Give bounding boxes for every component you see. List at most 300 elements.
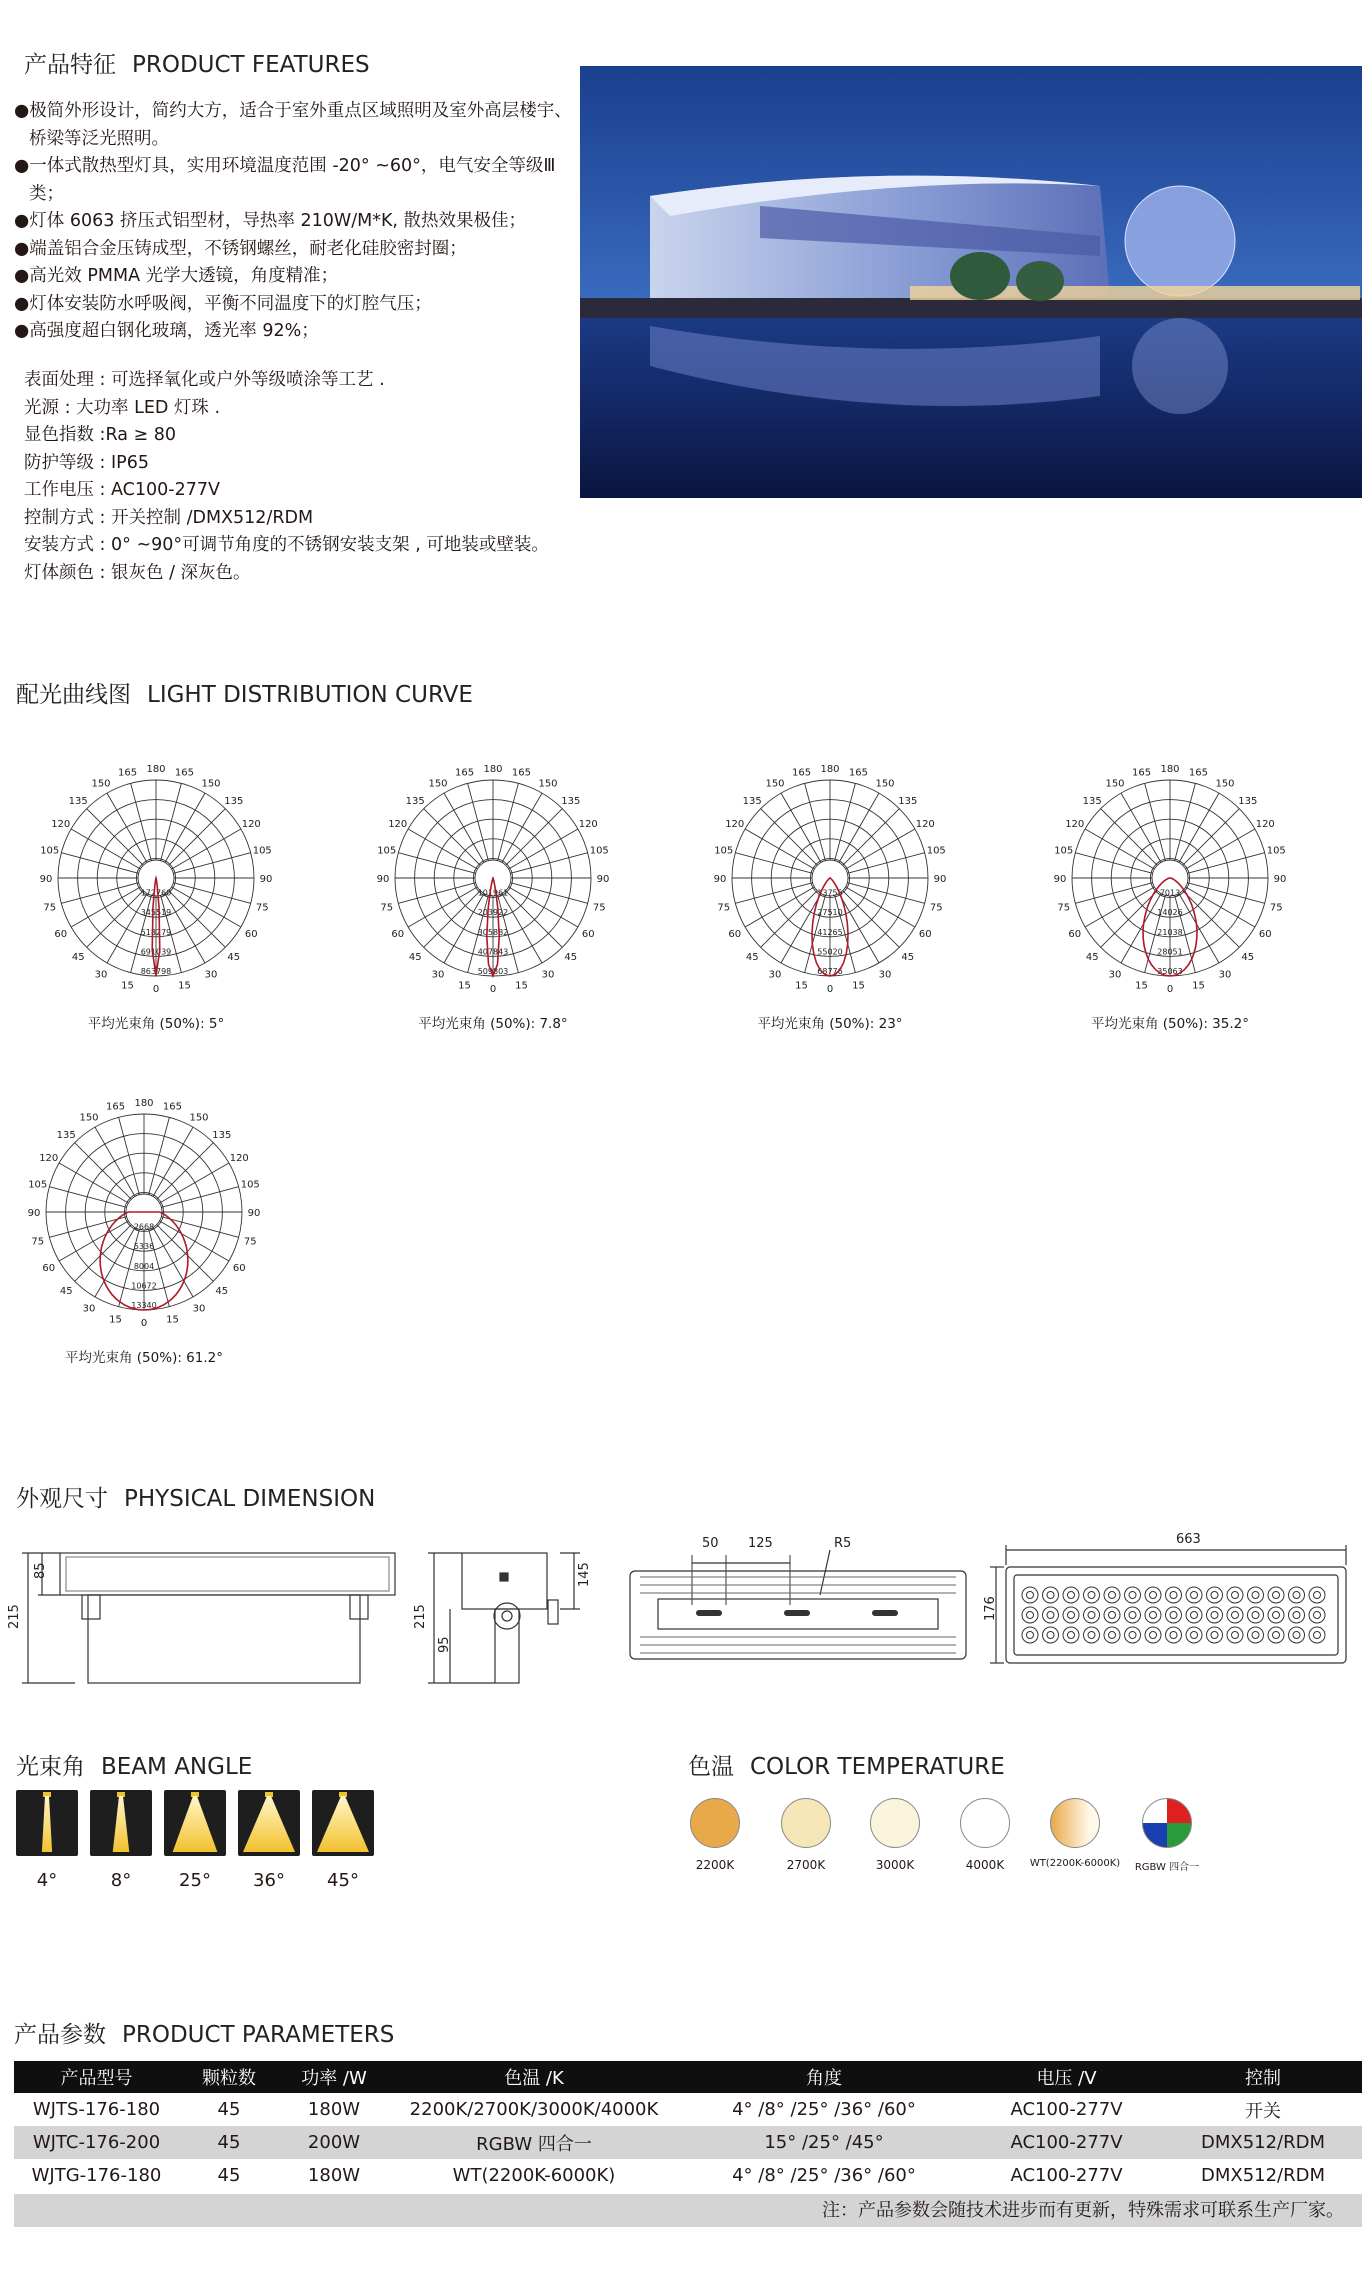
led-lens-inner bbox=[1293, 1612, 1300, 1619]
polar-spoke bbox=[87, 891, 144, 948]
led-lens bbox=[1186, 1627, 1202, 1643]
led-lens bbox=[1063, 1587, 1079, 1603]
beam-angle-caption: 平均光束角 (50%): 5° bbox=[87, 1016, 225, 1032]
polar-angle-label: 15 bbox=[852, 980, 865, 992]
led-lens bbox=[1207, 1587, 1223, 1603]
polar-spoke bbox=[157, 1143, 214, 1200]
led-lens-inner bbox=[1027, 1592, 1034, 1599]
polar-angle-label: 165 bbox=[1131, 767, 1152, 779]
polar-angle-label: 60 bbox=[1068, 929, 1082, 940]
polar-chart bbox=[24, 1080, 264, 1370]
polar-angle-label: 150 bbox=[201, 778, 221, 790]
table-cell: 180W bbox=[307, 2099, 361, 2120]
polar-angle-label: 150 bbox=[538, 778, 558, 790]
table-header-row bbox=[14, 2061, 1362, 2093]
led-lens-inner bbox=[1150, 1632, 1157, 1639]
dimension-drawing bbox=[0, 1525, 1362, 1685]
polar-chart bbox=[1050, 746, 1290, 1036]
led-lens bbox=[1268, 1607, 1284, 1623]
polar-angle-label: 0 bbox=[826, 984, 834, 995]
spec-item: 安装方式 : 0° ~90°可调节角度的不锈钢安装支架 , 可地装或壁装。 bbox=[24, 535, 549, 555]
polar-spoke bbox=[847, 853, 924, 874]
polar-angle-label: 105 bbox=[252, 845, 272, 857]
polar-spoke bbox=[1187, 853, 1264, 874]
feature-item: ●灯体 6063 挤压式铝型材，导热率 210W/M*K, 散热效果极佳； bbox=[14, 211, 527, 231]
polar-angle-label: 90 bbox=[376, 874, 390, 885]
polar-angle-label: 105 bbox=[1266, 845, 1286, 857]
table-cell: AC100-277V bbox=[1010, 2165, 1123, 2186]
led-lens bbox=[1125, 1587, 1141, 1603]
polar-angle-label: 90 bbox=[27, 1208, 41, 1219]
spec-item: 光源 : 大功率 LED 灯珠 . bbox=[24, 397, 221, 418]
polar-value-label: 2668 bbox=[133, 1222, 155, 1232]
polar-angle-label: 30 bbox=[431, 969, 445, 981]
led-lens bbox=[1248, 1627, 1264, 1643]
table-header: 产品型号 bbox=[14, 2061, 179, 2093]
polar-angle-label: 105 bbox=[1054, 845, 1074, 857]
polar-angle-label: 165 bbox=[454, 767, 475, 779]
led-lens-inner bbox=[1252, 1612, 1259, 1619]
led-lens-inner bbox=[1027, 1612, 1034, 1619]
spec-item: 控制方式 : 开关控制 /DMX512/RDM bbox=[24, 507, 314, 528]
polar-spoke bbox=[75, 1225, 132, 1282]
led-lens-inner bbox=[1191, 1592, 1198, 1599]
color-swatch-label: 4000K bbox=[965, 1858, 1005, 1872]
polar-spoke bbox=[49, 1187, 126, 1208]
polar-value-label: 101961 bbox=[477, 888, 509, 898]
led-lens bbox=[1043, 1607, 1059, 1623]
hero-building-image bbox=[580, 66, 1362, 498]
polar-value-label: 407843 bbox=[477, 947, 509, 957]
table-cell: 45 bbox=[179, 2126, 279, 2159]
polar-spoke bbox=[161, 783, 182, 860]
beam-cone bbox=[173, 1796, 218, 1852]
led-lens-inner bbox=[1088, 1612, 1095, 1619]
polar-spoke bbox=[424, 809, 481, 866]
table-header: 角度 bbox=[679, 2061, 969, 2093]
led-lens bbox=[1289, 1627, 1305, 1643]
polar-spoke bbox=[49, 1217, 126, 1238]
led-lens-inner bbox=[1068, 1632, 1075, 1639]
polar-angle-label: 30 bbox=[1218, 969, 1232, 981]
polar-angle-label: 135 bbox=[68, 796, 88, 808]
polar-angle-label: 165 bbox=[1188, 767, 1209, 779]
spec-item: 表面处理 : 可选择氧化或户外等级喷涂等工艺 . bbox=[24, 370, 385, 390]
polar-spoke bbox=[843, 891, 900, 948]
color-swatch-4000k bbox=[960, 1798, 1010, 1848]
color-swatch-3000k bbox=[870, 1798, 920, 1848]
color-swatch-2700k bbox=[781, 1798, 831, 1848]
polar-value-label: 55020 bbox=[817, 947, 843, 957]
table-cell: DMX512/RDM bbox=[1200, 2165, 1326, 2186]
led-lens bbox=[1125, 1627, 1141, 1643]
polar-spoke bbox=[498, 783, 519, 860]
led-lens-inner bbox=[1027, 1632, 1034, 1639]
feature-item: ●极简外形设计，简约大方，适合于室外重点区域照明及室外高层楼宇、桥梁等泛光照明。 bbox=[14, 101, 572, 149]
polar-value-label: 5336 bbox=[133, 1242, 155, 1252]
polar-svg bbox=[373, 746, 613, 1016]
polar-angle-label: 15 bbox=[166, 1314, 179, 1326]
polar-angle-label: 135 bbox=[224, 796, 244, 808]
led-lens bbox=[1043, 1587, 1059, 1603]
color-swatch-2200k bbox=[690, 1798, 740, 1848]
polar-chart bbox=[36, 746, 276, 1036]
polar-angle-label: 45 bbox=[745, 951, 759, 963]
led-lens-inner bbox=[1273, 1632, 1280, 1639]
polar-spoke bbox=[75, 1143, 132, 1200]
polar-spoke bbox=[847, 883, 924, 904]
polar-angle-label: 60 bbox=[728, 929, 742, 940]
polar-angle-label: 150 bbox=[79, 1112, 99, 1124]
table-cell: 开关 bbox=[1245, 2100, 1281, 2122]
polar-spoke bbox=[1101, 809, 1158, 866]
polar-angle-label: 45 bbox=[1241, 951, 1255, 963]
beam-angle-label: 36° bbox=[253, 1870, 285, 1891]
led-lens-inner bbox=[1273, 1612, 1280, 1619]
polar-spoke bbox=[510, 883, 587, 904]
polar-spoke bbox=[1075, 853, 1152, 874]
led-lens bbox=[1289, 1607, 1305, 1623]
led-lens bbox=[1309, 1627, 1325, 1643]
dim-label: 125 bbox=[748, 1536, 773, 1551]
beam-angle-icon bbox=[312, 1790, 374, 1856]
polar-angle-label: 45 bbox=[564, 951, 578, 963]
spec-item: 显色指数 :Ra ≥ 80 bbox=[24, 425, 177, 445]
polar-angle-label: 150 bbox=[189, 1112, 209, 1124]
led-lens-inner bbox=[1068, 1592, 1075, 1599]
beam-cone bbox=[42, 1796, 52, 1852]
color-swatch-label: 3000K bbox=[875, 1858, 915, 1872]
led-lens bbox=[1289, 1587, 1305, 1603]
polar-angle-label: 30 bbox=[1108, 969, 1122, 981]
led-lens-inner bbox=[1150, 1612, 1157, 1619]
led-lens bbox=[1063, 1627, 1079, 1643]
polar-angle-label: 30 bbox=[94, 969, 108, 981]
table-cell: RGBW 四合一 bbox=[389, 2126, 679, 2159]
led-lens bbox=[1022, 1627, 1038, 1643]
polar-chart bbox=[710, 746, 950, 1036]
polar-spoke bbox=[169, 891, 226, 948]
polar-angle-label: 165 bbox=[105, 1101, 126, 1113]
polar-spoke bbox=[1175, 783, 1196, 860]
polar-angle-label: 15 bbox=[1135, 980, 1148, 992]
led-lens-inner bbox=[1129, 1632, 1136, 1639]
polar-angle-label: 105 bbox=[40, 845, 60, 857]
polar-angle-label: 0 bbox=[140, 1318, 148, 1329]
led-lens bbox=[1145, 1587, 1161, 1603]
table-header: 色温 /K bbox=[389, 2061, 679, 2093]
led-lens bbox=[1207, 1627, 1223, 1643]
dim-label: 215 bbox=[413, 1604, 428, 1629]
polar-angle-label: 135 bbox=[405, 796, 425, 808]
polar-angle-label: 60 bbox=[918, 929, 932, 940]
polar-angle-label: 135 bbox=[561, 796, 581, 808]
led-lens-inner bbox=[1232, 1632, 1239, 1639]
table-cell: WJTG-176-180 bbox=[31, 2165, 162, 2186]
curve-title: 配光曲线图 LIGHT DISTRIBUTION CURVE bbox=[16, 682, 473, 708]
beam-angle-icon bbox=[164, 1790, 226, 1856]
led-lens bbox=[1022, 1607, 1038, 1623]
table-header: 功率 /W bbox=[279, 2061, 389, 2093]
polar-spoke bbox=[1145, 783, 1166, 860]
polar-angle-label: 165 bbox=[848, 767, 869, 779]
polar-value-label: 68776 bbox=[817, 967, 843, 976]
led-lens-inner bbox=[1047, 1612, 1054, 1619]
polar-angle-label: 120 bbox=[241, 819, 261, 830]
led-lens bbox=[1104, 1627, 1120, 1643]
led-lens bbox=[1043, 1627, 1059, 1643]
color-swatch-label: 2700K bbox=[786, 1858, 826, 1872]
polar-angle-label: 30 bbox=[541, 969, 555, 981]
polar-angle-label: 30 bbox=[878, 969, 892, 981]
led-lens bbox=[1145, 1627, 1161, 1643]
polar-spoke bbox=[1075, 883, 1152, 904]
polar-spoke bbox=[468, 783, 489, 860]
polar-angle-label: 75 bbox=[43, 902, 57, 914]
led-lens-inner bbox=[1129, 1612, 1136, 1619]
polar-angle-label: 135 bbox=[1082, 796, 1102, 808]
led-lens-inner bbox=[1314, 1592, 1321, 1599]
led-lens-inner bbox=[1150, 1592, 1157, 1599]
polar-angle-label: 180 bbox=[146, 764, 166, 775]
polar-angle-label: 135 bbox=[898, 796, 918, 808]
polar-spoke bbox=[87, 809, 144, 866]
polar-spoke bbox=[424, 891, 481, 948]
polar-spoke bbox=[735, 853, 812, 874]
polar-angle-label: 150 bbox=[428, 778, 448, 790]
polar-angle-label: 60 bbox=[244, 929, 258, 940]
dim-label: 95 bbox=[437, 1636, 452, 1653]
led-lens bbox=[1268, 1587, 1284, 1603]
polar-spoke bbox=[1187, 883, 1264, 904]
polar-value-label: 35063 bbox=[1157, 967, 1183, 976]
polar-angle-label: 90 bbox=[596, 874, 610, 885]
polar-spoke bbox=[1183, 809, 1240, 866]
feature-list bbox=[14, 98, 574, 346]
polar-angle-label: 75 bbox=[592, 902, 606, 914]
table-cell: DMX512/RDM bbox=[1164, 2126, 1362, 2159]
polar-angle-label: 90 bbox=[1053, 874, 1067, 885]
polar-angle-label: 30 bbox=[82, 1303, 96, 1315]
polar-value-label: 518279 bbox=[140, 927, 172, 937]
beam-angle-icon bbox=[90, 1790, 152, 1856]
table-header: 颗粒数 bbox=[179, 2061, 279, 2093]
polar-spoke bbox=[1101, 891, 1158, 948]
polar-angle-label: 180 bbox=[134, 1098, 154, 1109]
polar-angle-label: 75 bbox=[380, 902, 394, 914]
polar-value-label: 863798 bbox=[140, 967, 172, 976]
polar-spoke bbox=[735, 883, 812, 904]
polar-angle-label: 165 bbox=[174, 767, 195, 779]
led-lens bbox=[1207, 1607, 1223, 1623]
spec-item: 灯体颜色 : 银灰色 / 深灰色。 bbox=[24, 562, 251, 583]
table-cell: 2200K/2700K/3000K/4000K bbox=[409, 2099, 659, 2120]
polar-value-label: 21038 bbox=[1157, 927, 1183, 937]
spec-list bbox=[24, 367, 584, 587]
led-lens bbox=[1186, 1607, 1202, 1623]
polar-angle-label: 120 bbox=[51, 819, 71, 830]
dim-label: R5 bbox=[834, 1536, 852, 1551]
led-lens-inner bbox=[1088, 1592, 1095, 1599]
polar-angle-label: 30 bbox=[768, 969, 782, 981]
polar-angle-label: 120 bbox=[578, 819, 598, 830]
polar-angle-label: 75 bbox=[255, 902, 269, 914]
feature-item: ●高强度超白钢化玻璃，透光率 92%； bbox=[14, 321, 319, 341]
polar-angle-label: 120 bbox=[915, 819, 935, 830]
params-note: 注：产品参数会随技术进步而有更新，特殊需求可联系生产厂家。 bbox=[14, 2194, 1362, 2227]
led-lens-inner bbox=[1211, 1612, 1218, 1619]
led-lens bbox=[1268, 1627, 1284, 1643]
polar-spoke bbox=[843, 809, 900, 866]
polar-spoke bbox=[173, 853, 250, 874]
polar-spoke bbox=[510, 853, 587, 874]
dim-label: 50 bbox=[702, 1536, 719, 1551]
led-lens-inner bbox=[1109, 1612, 1116, 1619]
table-row bbox=[14, 2093, 1362, 2126]
color-swatch-label: RGBW 四合一 bbox=[1134, 1862, 1200, 1873]
feature-item: ●一体式散热型灯具，实用环境温度范围 -20° ~60°，电气安全等级Ⅲ类； bbox=[14, 156, 556, 204]
beam-title: 光束角 BEAM ANGLE bbox=[16, 1754, 253, 1780]
beam-cone bbox=[243, 1796, 295, 1852]
params-title: 产品参数 PRODUCT PARAMETERS bbox=[14, 2022, 395, 2048]
polar-angle-label: 15 bbox=[121, 980, 134, 992]
table-cell: 45 bbox=[217, 2165, 241, 2186]
table-row bbox=[14, 2159, 1362, 2192]
polar-angle-label: 105 bbox=[589, 845, 609, 857]
polar-angle-label: 0 bbox=[1166, 984, 1174, 995]
polar-svg bbox=[24, 1080, 264, 1350]
polar-angle-label: 90 bbox=[247, 1208, 261, 1219]
led-lens-inner bbox=[1170, 1632, 1177, 1639]
polar-value-label: 14026 bbox=[1157, 908, 1183, 918]
table-cell: 15° /25° /45° bbox=[679, 2126, 969, 2159]
polar-angle-label: 75 bbox=[31, 1236, 45, 1248]
beam-angle-caption: 平均光束角 (50%): 61.2° bbox=[65, 1350, 223, 1366]
polar-angle-label: 150 bbox=[1105, 778, 1125, 790]
led-lens bbox=[1063, 1607, 1079, 1623]
led-lens-inner bbox=[1273, 1592, 1280, 1599]
polar-angle-label: 60 bbox=[391, 929, 405, 940]
polar-angle-label: 150 bbox=[1215, 778, 1235, 790]
polar-spoke bbox=[805, 783, 826, 860]
led-lens-inner bbox=[1170, 1592, 1177, 1599]
led-lens-inner bbox=[1314, 1612, 1321, 1619]
polar-angle-label: 75 bbox=[717, 902, 731, 914]
polar-angle-label: 15 bbox=[178, 980, 191, 992]
polar-angle-label: 60 bbox=[54, 929, 68, 940]
led-lens-inner bbox=[1191, 1612, 1198, 1619]
polar-value-label: 13755 bbox=[817, 888, 843, 898]
led-lens-inner bbox=[1232, 1612, 1239, 1619]
feature-item: ●端盖铝合金压铸成型，不锈钢螺丝，耐老化硅胶密封圈； bbox=[14, 238, 467, 259]
polar-spoke bbox=[61, 883, 138, 904]
polar-spoke bbox=[761, 809, 818, 866]
polar-angle-label: 60 bbox=[581, 929, 595, 940]
polar-angle-label: 45 bbox=[227, 951, 241, 963]
dim-label: 176 bbox=[983, 1596, 998, 1621]
polar-value-label: 509803 bbox=[477, 967, 509, 976]
polar-value-label: 691039 bbox=[140, 947, 172, 957]
polar-angle-label: 135 bbox=[212, 1130, 232, 1142]
led-lens bbox=[1145, 1607, 1161, 1623]
polar-angle-label: 135 bbox=[56, 1130, 76, 1142]
polar-angle-label: 150 bbox=[875, 778, 895, 790]
dim-label: 85 bbox=[33, 1562, 48, 1579]
polar-angle-label: 180 bbox=[483, 764, 503, 775]
dim-label: 663 bbox=[1176, 1532, 1201, 1547]
polar-spoke bbox=[157, 1225, 214, 1282]
polar-spoke bbox=[835, 783, 856, 860]
polar-spoke bbox=[161, 1217, 238, 1238]
led-lens bbox=[1166, 1587, 1182, 1603]
beam-angle-label: 25° bbox=[179, 1870, 211, 1891]
polar-angle-label: 90 bbox=[713, 874, 727, 885]
polar-value-label: 8004 bbox=[133, 1261, 155, 1271]
beam-angle-caption: 平均光束角 (50%): 35.2° bbox=[1091, 1016, 1249, 1032]
polar-spoke bbox=[1183, 891, 1240, 948]
polar-angle-label: 120 bbox=[388, 819, 408, 830]
polar-angle-label: 15 bbox=[515, 980, 528, 992]
polar-spoke bbox=[506, 809, 563, 866]
led-lens-inner bbox=[1314, 1632, 1321, 1639]
led-lens-inner bbox=[1170, 1612, 1177, 1619]
led-lens-inner bbox=[1252, 1592, 1259, 1599]
led-lens bbox=[1125, 1607, 1141, 1623]
polar-angle-label: 75 bbox=[929, 902, 943, 914]
polar-angle-label: 165 bbox=[791, 767, 812, 779]
polar-angle-label: 90 bbox=[259, 874, 273, 885]
led-lens bbox=[1084, 1587, 1100, 1603]
led-lens-inner bbox=[1293, 1592, 1300, 1599]
led-lens-inner bbox=[1047, 1592, 1054, 1599]
led-lens-inner bbox=[1109, 1592, 1116, 1599]
polar-angle-label: 90 bbox=[39, 874, 53, 885]
polar-angle-label: 15 bbox=[458, 980, 471, 992]
polar-angle-label: 45 bbox=[59, 1285, 73, 1297]
polar-angle-label: 15 bbox=[1192, 980, 1205, 992]
led-lens-inner bbox=[1232, 1592, 1239, 1599]
polar-angle-label: 90 bbox=[933, 874, 947, 885]
polar-spoke bbox=[119, 1117, 140, 1194]
led-lens bbox=[1104, 1587, 1120, 1603]
led-lens bbox=[1309, 1607, 1325, 1623]
led-lens-inner bbox=[1109, 1632, 1116, 1639]
feature-item: ●灯体安装防水呼吸阀，平衡不同温度下的灯腔气压； bbox=[14, 293, 432, 314]
led-lens-inner bbox=[1252, 1632, 1259, 1639]
polar-angle-label: 45 bbox=[901, 951, 915, 963]
dimension-title: 外观尺寸 PHYSICAL DIMENSION bbox=[16, 1486, 376, 1512]
polar-angle-label: 45 bbox=[1085, 951, 1099, 963]
polar-angle-label: 135 bbox=[1238, 796, 1258, 808]
polar-angle-label: 90 bbox=[1273, 874, 1287, 885]
polar-angle-label: 180 bbox=[1160, 764, 1180, 775]
table-cell: WJTS-176-180 bbox=[32, 2099, 161, 2120]
color-swatch-wt bbox=[1050, 1798, 1100, 1848]
led-lens-inner bbox=[1211, 1632, 1218, 1639]
beam-angle-caption: 平均光束角 (50%): 23° bbox=[757, 1016, 903, 1032]
polar-spoke bbox=[506, 891, 563, 948]
led-lens bbox=[1186, 1587, 1202, 1603]
polar-angle-label: 45 bbox=[71, 951, 85, 963]
polar-angle-label: 150 bbox=[91, 778, 111, 790]
polar-angle-label: 105 bbox=[714, 845, 734, 857]
polar-angle-label: 165 bbox=[162, 1101, 183, 1113]
polar-spoke bbox=[398, 883, 475, 904]
beam-angle-icon bbox=[238, 1790, 300, 1856]
beam-cone bbox=[113, 1796, 130, 1852]
polar-angle-label: 105 bbox=[377, 845, 397, 857]
polar-angle-label: 150 bbox=[765, 778, 785, 790]
